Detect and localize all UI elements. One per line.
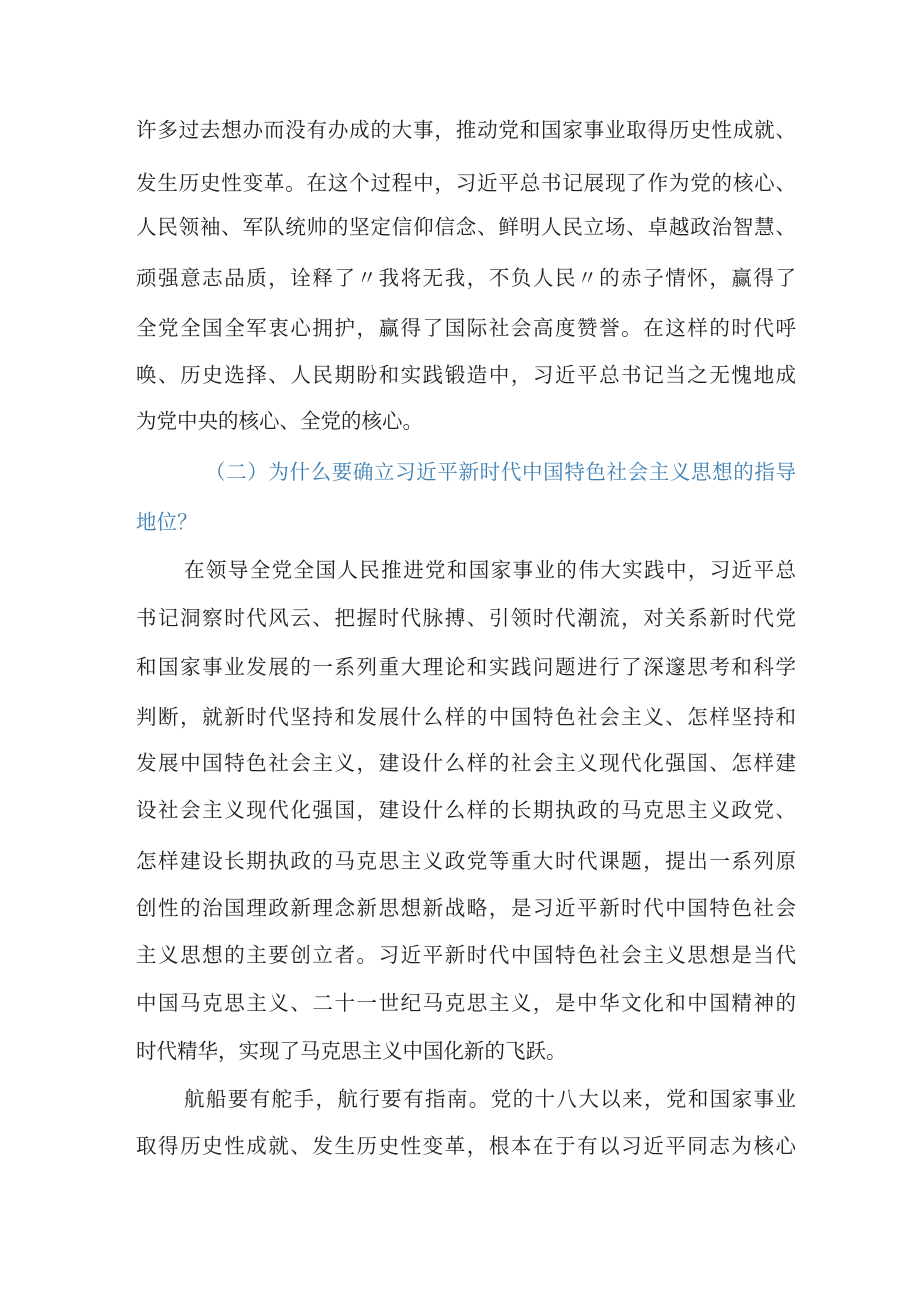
paragraph-2-line-11: 时代精华，实现了马克思主义中国化新的飞跃。 (136, 1039, 567, 1063)
paragraph-2-line-4: 判断，就新时代坚持和发展什么样的中国特色社会主义、怎样坚持和 (136, 705, 796, 729)
paragraph-2-line-7: 怎样建设长期执政的马克思主义政党等重大时代课题，提出一系列原 (136, 849, 796, 873)
paragraph-2-line-9: 主义思想的主要创立者。习近平新时代中国特色社会主义思想是当代 (136, 943, 796, 967)
paragraph-2-line-3: 和国家事业发展的一系列重大理论和实践问题进行了深邃思考和科学 (136, 655, 796, 679)
paragraph-2-line-5: 发展中国特色社会主义，建设什么样的社会主义现代化强国、怎样建 (136, 751, 796, 775)
paragraph-3-line-1: 航船要有舵手，航行要有指南。党的十八大以来，党和国家事业 (184, 1087, 796, 1111)
paragraph-1-line-7: 为党中央的核心、全党的核心。 (136, 409, 423, 433)
paragraph-1-line-4: 顽强意志品质，诠释了〃我将无我，不负人民〃的赤子情怀，赢得了 (136, 266, 796, 290)
paragraph-2-line-8: 创性的治国理政新理念新思想新战略，是习近平新时代中国特色社会 (136, 896, 796, 920)
paragraph-2-line-10: 中国马克思主义、二十一世纪马克思主义，是中华文化和中国精神的 (136, 991, 796, 1015)
paragraph-2-line-2: 书记洞察时代风云、把握时代脉搏、引领时代潮流，对关系新时代党 (136, 606, 796, 630)
paragraph-1-line-5: 全党全国全军衷心拥护，赢得了国际社会高度赞誉。在这样的时代呼 (136, 316, 796, 340)
section-heading-line-2: 地位？ (136, 510, 198, 534)
paragraph-3-line-2: 取得历史性成就、发生历史性变革，根本在于有以习近平同志为核心 (136, 1134, 796, 1158)
paragraph-1-line-6: 唤、历史选择、人民期盼和实践锻造中，习近平总书记当之无愧地成 (136, 363, 796, 387)
paragraph-1-line-3: 人民领袖、军队统帅的坚定信仰信念、鲜明人民立场、卓越政治智慧、 (136, 215, 796, 239)
paragraph-2-line-1: 在领导全党全国人民推进党和国家事业的伟大实践中，习近平总 (184, 558, 796, 582)
section-heading-line-1: （二）为什么要确立习近平新时代中国特色社会主义思想的指导 (205, 460, 796, 484)
paragraph-1-line-1: 许多过去想办而没有办成的大事，推动党和国家事业取得历史性成就、 (136, 118, 796, 142)
paragraph-2-line-6: 设社会主义现代化强国，建设什么样的长期执政的马克思主义政党、 (136, 798, 796, 822)
paragraph-1-line-2: 发生历史性变革。在这个过程中，习近平总书记展现了作为党的核心、 (136, 171, 796, 195)
